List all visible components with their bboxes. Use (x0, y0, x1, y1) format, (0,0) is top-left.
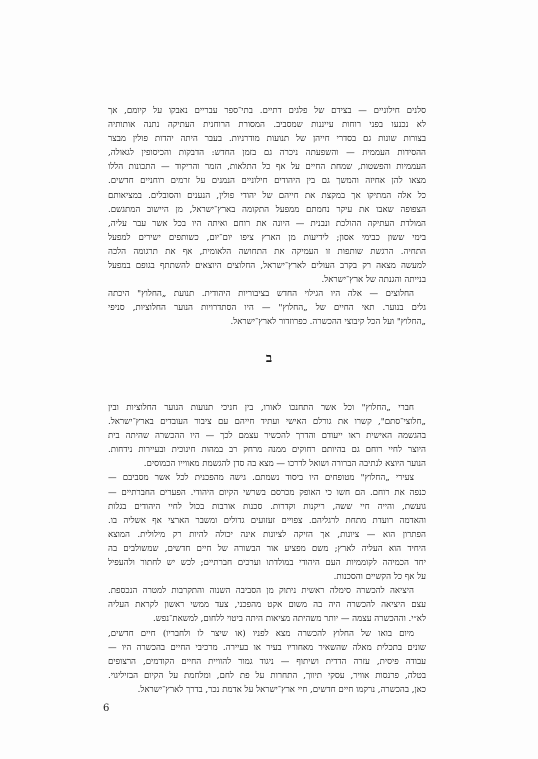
section-heading-bet: ב (265, 351, 273, 366)
text-line: צעירי „החלוץ" מטופחים היו ביסוד נשמתם. גישה מהפכנית לכל אשר מסביבם — (108, 473, 414, 484)
section-2-text (108, 401, 426, 697)
page-number: 6 (103, 703, 110, 714)
text-line: לא״י. וההכשרה עצמה — יותר משהיתה מציאות היתה ביטוי ללחום, למשאת־נפש. (152, 614, 426, 625)
text-line: „החלוץ" ועל הכל קיבוצי ההכשרה. כפרוזדור לארץ־ישראל. (230, 317, 426, 328)
text-line: הפתרון הוא — ציונות, אך הזיקה לציונות אינה יכולה להיות רק מילולית. המוצא (108, 529, 426, 540)
text-line: התחיה. הרגשת שותפות זו העמיקה את התחושה הלאומית, אף את תרגומה הלכה (108, 246, 426, 257)
text-line: מיום בואו של החלוץ להכשרה מצא לפניו (או שיצר לו ולחבריו) חיים חדשים, (108, 628, 414, 639)
text-line: היוצר לחיי רוחם גם בהיותם רחוקים ממנה מרחק רב במהות חינוכית ובעיירות נידחות. (108, 445, 426, 456)
text-line: העממיות והפשטות, שמחת החיים על אף כל התלאות, הזמר והריקוד — התכונות הללו (108, 162, 426, 173)
text-line: בימי ששון כבימי אסון; לידיעות מן הארץ ציפו יום־יום, כשותפים ישירים למפעל (108, 232, 426, 243)
text-line: היחיד הוא העליה לארץ; משם מפציע אור הבשורה של חיים חדשים, שמשולבים בה (108, 543, 426, 554)
text-line: כל אלה המתיקו אך במקצת את חייהם של יהודי פולין, הנענים והסובלים. במציאותם (108, 190, 426, 201)
text-line: שונים בתכלית מאלה שהשאיר מאחוריו בעיר או בעיירה. מרכיבי החיים בהכשרה היו — (108, 642, 426, 653)
text-line: „חלוצי־סתם", קשרו את גורלם האישי ועתיד חייהם עם ציבור העובדים בארץ־ישראל. (108, 417, 426, 428)
text-line: כאן, בהכשרה, נרקמו חיים חדשים, חיי ארץ־ישראל על אדמת נכר, בדרך לארץ־ישראל. (137, 684, 426, 695)
text-line: והאדמה רועדת מתחת לרגליהם. צפויים זעזועים גדולים ומשבר הארצי אף אשליה בו. (108, 515, 426, 526)
text-line: סלנים חילוניים — בצידם של פלגים דתיים. בתי־ספר עבריים נאבקו על קיומם, אך (108, 106, 426, 116)
text-line: בהגשמה האישית ראו ייעודם והדרך להכשיר עצמם לכך — היו ההכשרה שהיתה בית (108, 431, 426, 442)
text-line: יחד הכמיהה לקוממיות העם היהודי במולדתו וערכים חברתיים; לכש יש לחתור ולהעפיל (108, 558, 426, 569)
section-1-text (108, 104, 426, 330)
text-line: הנוער היוצא לנתיבה הברורה ושואל לדרכו — מצא בה סדן להגשמת מאווייו הכמוסים. (143, 459, 426, 470)
text-line: כנפה את רוחם. הם חשו כי האופק מכרסם בשרשי הקיום היהודי. הפערים החברתיים — (108, 487, 426, 498)
text-line: ההסידות העממית — והשפעתה ניכרה גם בזמן החדש: הדבקות והכיסופין לגאולה, (108, 148, 426, 159)
text-line: עבודה פיסית, עזרה הדדית ושיתוף — ניגוד גמור להוויית החיים הקודמים, הרצופים (108, 656, 426, 667)
text-line: היציאה להכשרה סימלה ראשית ניתוק מן הסביבה השנוה והתקרבות למטרה הנכספת. (108, 586, 414, 597)
text-line: גלים בנוער. תאי החיים של „החלוץ" — היו הסתדרויות הנוער החלוציות, סניפי (108, 303, 426, 314)
text-line: חברי „החלוץ" וכל אשר התחנכו לאורו, בין חניכי תנועות הנוער החלוציות ובין (108, 403, 414, 413)
text-line: החלוצים — אלה היו הגילוי החדש בציבוריות היהודית. תנועת „החלוץ" היכתה (108, 289, 414, 300)
text-line: בצורות שונות גם בסדרי חייהן של תנועות מודרניות. בעבר היתה יהדות פולין מבצר (108, 134, 426, 145)
text-line: המולדת העתיקה ההולכת ונבנית — היונה את רוחם ואיתה היו בכל אשר עבר עליה, (108, 218, 426, 229)
text-line: בטלה, פרנסות אוויר, עסקי תיווך, התחרות על פת לחם, ומלחמת על הקיום הבזיליגוי. (108, 670, 426, 681)
text-line: גועשת, והייה חיי ששה, ריקנות וקדרות. סכנות אורבות בכול לחיי היהודים בגלות (108, 501, 426, 512)
text-line: לא נכנעו בפני רוחות עייננות שמסביב. המסורת הרוחנית העתיקה נתנה אותותיה (108, 120, 426, 131)
text-line: עצם היציאה להכשרה היה בה משום אקט מהפכני, צעד ממשי ראשון לקראת העליה (108, 600, 426, 611)
text-line: מצאו להן אחיזה והמשך גם בין היהודים חילוניים הנמנים על זרמים רוחניים חדשים. (108, 176, 426, 187)
text-line: למעשה מצאה רק בקרב העולים לארץ־ישראל, החלוצים היוצאים להשתתף בגופם במפעל (108, 261, 426, 272)
text-line: על אף כל הקשיים והסכנות. (333, 572, 426, 583)
text-line: בנייתה והגנתה של ארץ־ישראל. (321, 275, 426, 286)
text-line: הצפופה שאבו את עיקר נחמתם ממפעל התקומה בארץ־ישראל, מן היישוב המתגשם. (108, 204, 426, 215)
